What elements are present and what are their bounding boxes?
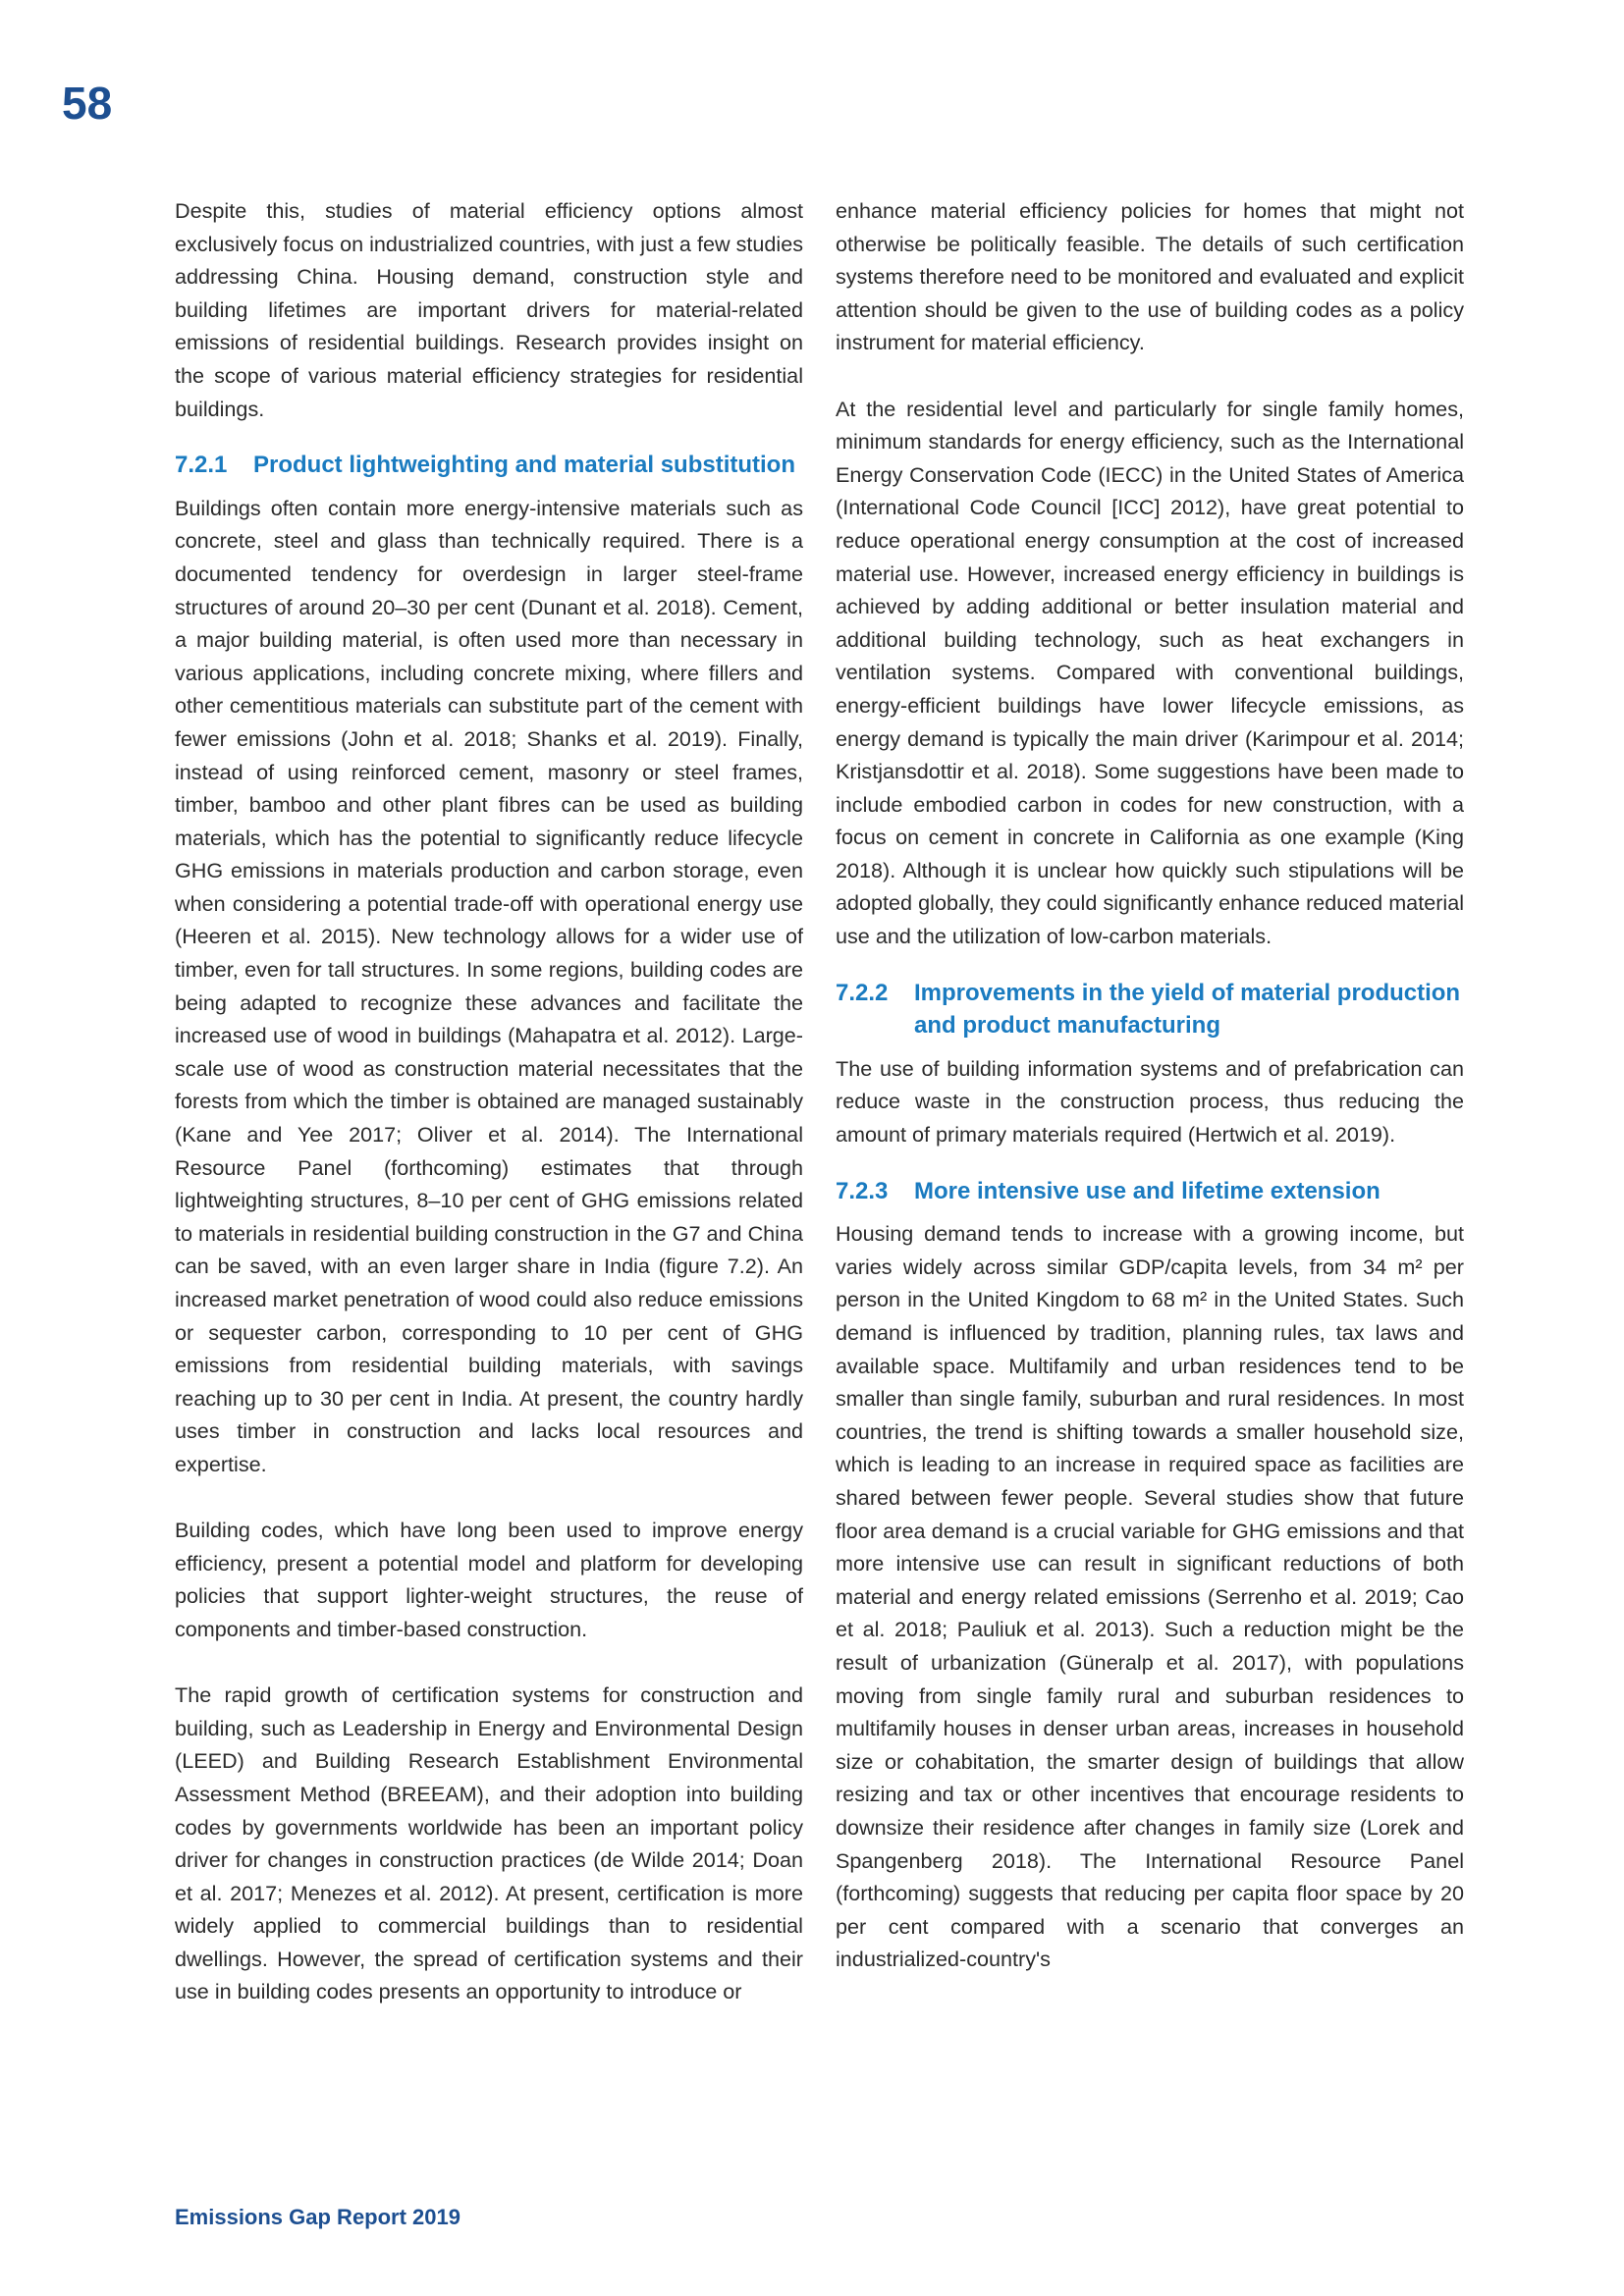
- section-heading-7-2-3: [836, 1175, 1464, 1208]
- paragraph: At the residential level and particularly for single family homes, minimum standards for energy efficiency, such as the International Energy Conservation Code (IECC) in the United States of America (International Code Council [ICC] 2012), have great potential to reduce operational energy consumption at the cost of increased material use. However, increased energy efficiency in buildings is achieved by adding additional or better insulation material and additional building technology, such as heat exchangers in ventilation systems. Compared with conventional buildings, energy-efficient buildings have lower lifecycle emissions, as energy demand is typically the main driver (Karimpour et al. 2014; Kristjansdottir et al. 2018). Some suggestions have been made to include embodied carbon in codes for new construction, with a focus on cement in concrete in California as one example (King 2018). Although it is unclear how quickly such stipulations will be adopted globally, they could significantly enhance reduced material use and the utilization of low-carbon materials.: [836, 396, 1464, 949]
- footer-report-title: Emissions Gap Report 2019: [175, 2205, 460, 2229]
- right-column: [836, 194, 1464, 1976]
- section-number: 7.2.1: [175, 452, 228, 479]
- paragraph: The rapid growth of certification systems for construction and building, such as Leadership in Energy and Environmental Design (LEED) and Building Research Establishment Environmental Assessment Method (BREEAM), and their adoption into building codes by governments worldwide has been an important policy driver for changes in construction practices (de Wilde 2014; Doan et al. 2017; Menezes et al. 2012). At present, certification is more widely applied to commercial buildings than to residential dwellings. However, the spread of certification systems and their use in building codes presents an opportunity to introduce or: [175, 1682, 803, 2004]
- paragraph: Building codes, which have long been used to improve energy efficiency, present a potential model and platform for developing policies that support lighter-weight structures, the reuse of components and timber-based construction.: [175, 1518, 803, 1641]
- paragraph: Buildings often contain more energy-intensive materials such as concrete, steel and glass than technically required. There is a documented tendency for overdesign in larger steel-frame structures of around 20–30 per cent (Dunant et al. 2018). Cement, a major building material, is often used more than necessary in various applications, including concrete mixing, where fillers and other cementitious materials can substitute part of the cement with fewer emissions (John et al. 2018; Shanks et al. 2019). Finally, instead of using reinforced cement, masonry or steel frames, timber, bamboo and other plant fibres can be used as building materials, which has the potential to significantly reduce lifecycle GHG emissions in materials production and carbon storage, even when considering a potential trade-off with operational energy use (Heeren et al. 2015). New technology allows for a wider use of timber, even for tall structures. In some regions, building codes are being adapted to recognize these advances and facilitate the increased use of wood in buildings (Mahapatra et al. 2012). Large-scale use of wood as construction material necessitates that the forests from which the timber is obtained are managed sustainably (Kane and Yee 2017; Oliver et al. 2014). The International Resource Panel (forthcoming) estimates that through lightweighting structures, 8–10 per cent of GHG emissions related to materials in residential building construction in the G7 and China can be saved, with an even larger share in India (figure 7.2). An increased market penetration of wood could also reduce emissions or sequester carbon, corresponding to 10 per cent of GHG emissions from residential building materials, with savings reaching up to 30 per cent in India. At present, the country hardly uses timber in construction and lacks local resources and expertise.: [175, 495, 803, 1476]
- paragraph: The use of building information systems and of prefabrication can reduce waste in the construction process, thus reducing the amount of primary materials required (Hertwich et al. 2019).: [836, 1055, 1464, 1148]
- section-number: 7.2.3: [836, 1177, 889, 1204]
- paragraph: enhance material efficiency policies for homes that might not otherwise be politically feasible. The details of such certification systems therefore need to be monitored and evaluated and explicit attention should be given to the use of building codes as a policy instrument for material efficiency.: [836, 198, 1464, 355]
- section-heading-7-2-1: [175, 449, 803, 482]
- page-number: 58: [62, 78, 113, 129]
- paragraph: Housing demand tends to increase with a growing income, but varies widely across similar GDP/capita levels, from 34 m² per person in the United Kingdom to 68 m² in the United States. Such demand is influenced by tradition, planning rules, tax laws and available space. Multifamily and urban residences tend to be smaller than single family, suburban and rural residences. In most countries, the trend is shifting towards a smaller household size, which is leading to an increase in required space as facilities are shared between fewer people. Several studies show that future floor area demand is a crucial variable for GHG emissions and that more intensive use can result in significant reductions of both material and energy related emissions (Serrenho et al. 2019; Cao et al. 2018; Pauliuk et al. 2013). Such a reduction might be the result of urbanization (Güneralp et al. 2017), with populations moving from single family rural and suburban residences to multifamily houses in denser urban areas, increases in household size or cohabitation, the smarter design of buildings that allow resizing and tax or other incentives that encourage residents to downsize their residence after changes in family size (Lorek and Spangenberg 2018). The International Resource Panel (forthcoming) suggests that reducing per capita floor space by 20 per cent compared with a scenario that converges an industrialized-country's: [836, 1221, 1464, 1972]
- section-title: Improvements in the yield of material production and product manufacturing: [914, 979, 1461, 1040]
- section-title: More intensive use and lifetime extension: [914, 1177, 1380, 1204]
- section-heading-7-2-2: [836, 977, 1464, 1042]
- left-column: [175, 194, 803, 2008]
- section-number: 7.2.2: [836, 979, 889, 1006]
- paragraph: Despite this, studies of material efficiency options almost exclusively focus on industrialized countries, with just a few studies addressing China. Housing demand, construction style and building lifetimes are important drivers for material-related emissions of residential buildings. Research provides insight on the scope of various material efficiency strategies for residential buildings.: [175, 198, 803, 421]
- section-title: Product lightweighting and material substitution: [253, 452, 795, 479]
